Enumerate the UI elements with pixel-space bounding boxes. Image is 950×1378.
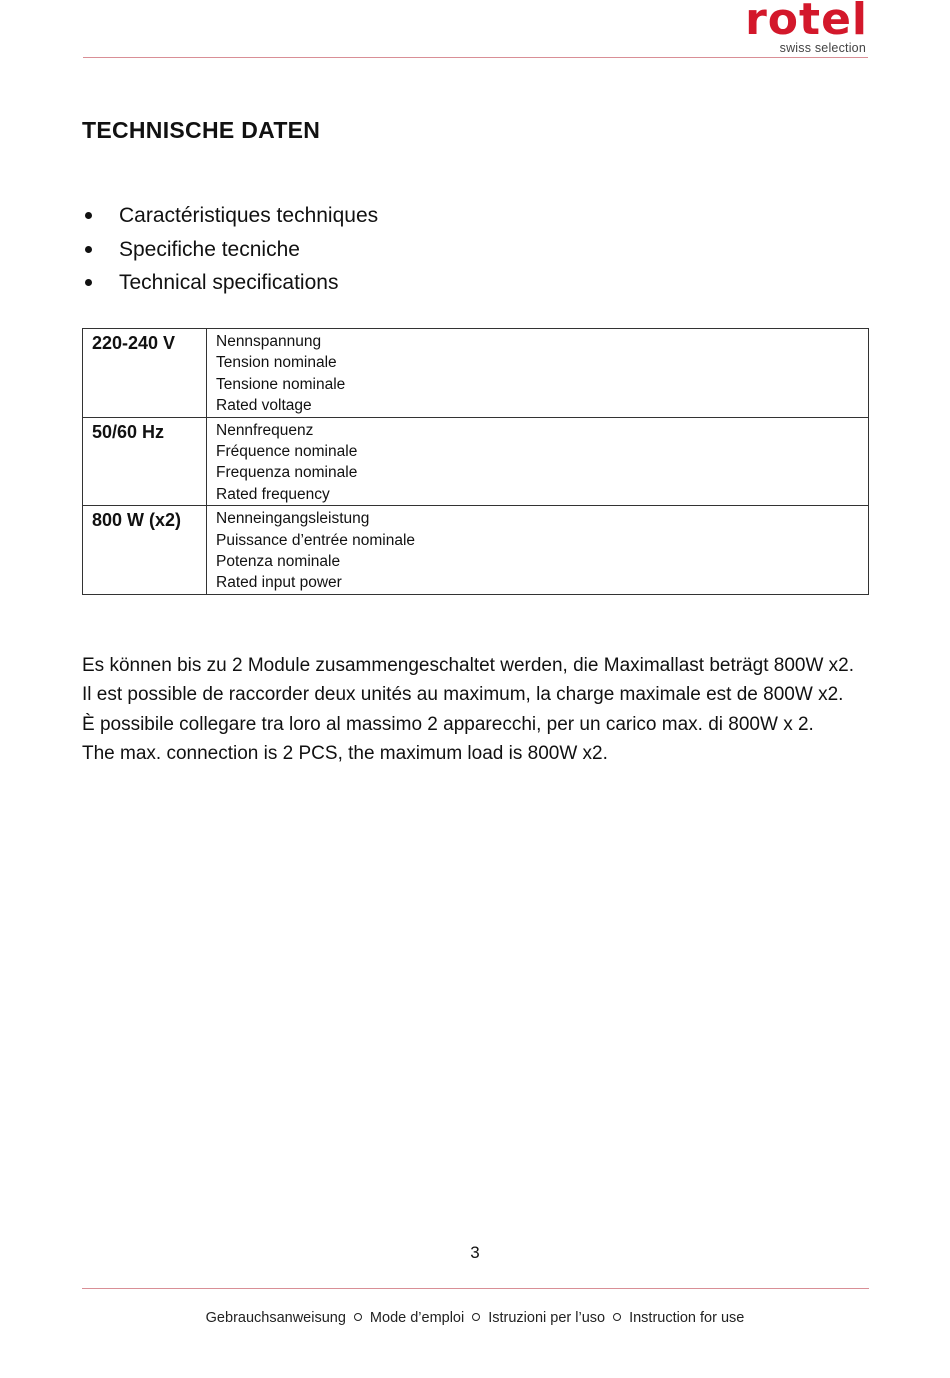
- bullet-icon: [85, 279, 92, 286]
- table-row: [83, 506, 869, 595]
- footer-item-de: Gebrauchsanweisung: [205, 1310, 346, 1326]
- note-en: The max. connection is 2 PCS, the maximum load is 800W x2.: [82, 742, 608, 764]
- spec-label-fr: Puissance d’entrée nominale: [216, 531, 416, 549]
- footer-item-it: Istruzioni per l’uso: [488, 1310, 606, 1326]
- bullet-icon: [85, 246, 92, 253]
- spec-labels: [207, 506, 869, 595]
- language-bullet-list: [82, 199, 378, 300]
- note-de: Es können bis zu 2 Module zusammengeschaltet werden, die Maximallast beträgt 800W x2.: [82, 655, 855, 676]
- bullet-text: Caractéristiques techniques: [119, 204, 379, 227]
- note-fr: Il est possible de raccorder deux unités au maximum, la charge maximale est de 800W x2.: [82, 684, 844, 706]
- page-title: TECHNISCHE DATEN: [82, 117, 321, 143]
- spec-label-en: Rated voltage: [216, 397, 312, 415]
- spec-label-it: Potenza nominale: [216, 553, 341, 571]
- bullet-icon: [85, 212, 92, 219]
- spec-label-fr: Fréquence nominale: [216, 443, 358, 461]
- table-row: [83, 329, 869, 418]
- spec-labels: [207, 329, 869, 418]
- spec-label-en: Rated input power: [216, 574, 342, 592]
- circle-separator-icon: [613, 1313, 621, 1321]
- logo-wordmark: rotel: [745, 0, 868, 45]
- spec-table: [82, 328, 869, 595]
- spec-label-it: Frequenza nominale: [216, 464, 358, 482]
- spec-value: 50/60 Hz: [83, 417, 207, 506]
- spec-value: 220-240 V: [83, 329, 207, 418]
- circle-separator-icon: [354, 1313, 362, 1321]
- spec-label-en: Rated frequency: [216, 485, 330, 503]
- bullet-text: Specifiche tecniche: [119, 237, 300, 261]
- bullet-item: [82, 199, 378, 233]
- table-row: [83, 417, 869, 506]
- spec-label-it: Tensione nominale: [216, 375, 346, 393]
- footer-item-en: Instruction for use: [629, 1310, 745, 1326]
- note-it: È possibile collegare tra loro al massimo 2 apparecchi, per un carico max. di 800W x 2.: [82, 713, 814, 735]
- header-divider: [83, 57, 868, 58]
- footer-item-fr: Mode d’emploi: [369, 1310, 465, 1326]
- spec-label-fr: Tension nominale: [216, 354, 337, 372]
- circle-separator-icon: [472, 1313, 480, 1321]
- bullet-text: Technical specifications: [119, 271, 339, 294]
- spec-label-de: Nenneingangsleistung: [216, 510, 370, 528]
- spec-label-de: Nennfrequenz: [216, 421, 314, 439]
- bullet-item: [82, 266, 378, 300]
- brand-logo: [722, 0, 868, 56]
- bullet-item: [82, 233, 378, 267]
- spec-labels: [207, 417, 869, 506]
- logo-subtitle: swiss selection: [779, 41, 866, 55]
- footer: [0, 1310, 950, 1326]
- spec-value: 800 W (x2): [83, 506, 207, 595]
- page-number: 3: [470, 1243, 480, 1262]
- footer-divider: [82, 1288, 869, 1289]
- connection-notes: [82, 651, 882, 768]
- spec-label-de: Nennspannung: [216, 333, 322, 350]
